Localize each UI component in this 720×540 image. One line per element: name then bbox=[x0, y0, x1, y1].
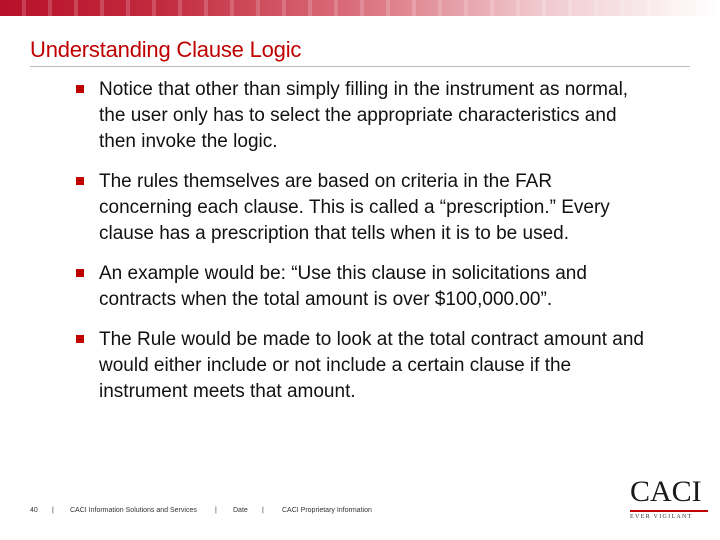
square-bullet-icon bbox=[76, 335, 84, 343]
page-number: 40 bbox=[30, 507, 38, 514]
slide-title: Understanding Clause Logic bbox=[30, 37, 302, 62]
square-bullet-icon bbox=[76, 269, 84, 277]
bullet-text: The rules themselves are based on criteria in the FAR concerning each clause. This is called a “prescription.” Every clause has a prescription that tells when it is to be used. bbox=[99, 171, 610, 244]
bullet-text: The Rule would be made to look at the total contract amount and would either include or not include a certain clause if the instrument meets that amount. bbox=[99, 329, 644, 402]
title-divider bbox=[30, 66, 690, 67]
logo-tagline: EVER VIGILANT bbox=[630, 514, 693, 520]
footer-notice: CACI Proprietary Information bbox=[282, 507, 372, 514]
square-bullet-icon bbox=[76, 85, 84, 93]
footer-separator: | bbox=[215, 507, 217, 514]
footer-separator: | bbox=[262, 507, 264, 514]
bullet-text: Notice that other than simply filling in the instrument as normal, the user only has to select the appropriate characteristics and then invoke the logic. bbox=[99, 79, 629, 152]
square-bullet-icon bbox=[76, 177, 84, 185]
bullet-item bbox=[75, 169, 645, 247]
footer-date: Date bbox=[233, 507, 248, 514]
logo-underline bbox=[630, 510, 708, 512]
bullet-list bbox=[75, 77, 645, 419]
bullet-item bbox=[75, 261, 645, 313]
bullet-item bbox=[75, 327, 645, 405]
bullet-item bbox=[75, 77, 645, 155]
top-decorative-band bbox=[0, 0, 720, 16]
bullet-text: An example would be: “Use this clause in solicitations and contracts when the total amount is over $100,000.00”. bbox=[99, 263, 587, 310]
logo-wordmark: CACI bbox=[630, 475, 702, 508]
footer-separator: | bbox=[52, 507, 54, 514]
caci-logo bbox=[630, 477, 710, 522]
footer-company: CACI Information Solutions and Services bbox=[70, 507, 197, 514]
